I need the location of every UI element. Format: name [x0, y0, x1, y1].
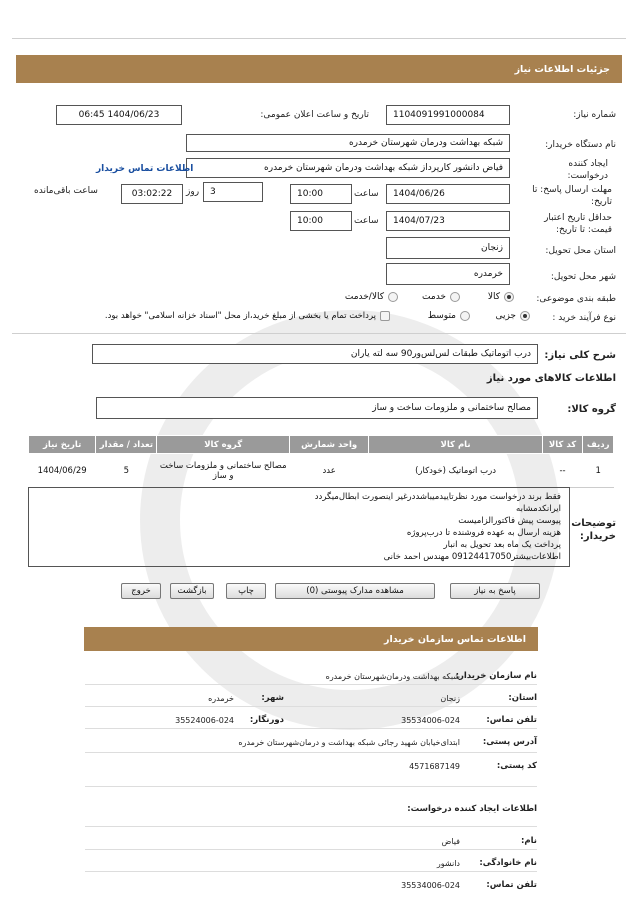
days-label: روز [186, 187, 200, 197]
province-label: استان محل تحویل: [545, 246, 616, 256]
description-label: شرح کلی نیاز: [544, 350, 616, 361]
col-group: گروه کالا [157, 436, 289, 454]
col-name: نام کالا [369, 436, 542, 454]
page-title: جزئیات اطلاعات نیاز [514, 63, 610, 75]
process-medium-option[interactable]: متوسط [428, 311, 470, 321]
back-button[interactable]: بازگشت [170, 583, 214, 599]
note-line: پیوست پیش فاکتورالزامیست [458, 516, 561, 526]
buyer-label: نام دستگاه خریدار: [545, 140, 616, 150]
row-separator [85, 706, 537, 707]
col-row: ردیف [583, 436, 614, 454]
cell-qty: 5 [96, 454, 157, 488]
creator-phone-value: 35534006-024 [401, 881, 460, 890]
row-separator [85, 684, 537, 685]
validity-time-field: 10:00 [290, 211, 352, 231]
row-separator [85, 786, 537, 787]
city-info-value: خرمدره [208, 694, 234, 703]
deadline-label: مهلت ارسال پاسخ: تا تاریخ: [532, 185, 612, 207]
province-info-label: استان: [508, 693, 537, 703]
cell-row: 1 [583, 454, 614, 488]
note-line: هزینه ارسال به عهده فروشنده تا درب‌پروژه [406, 528, 561, 538]
treasury-payment-checkbox[interactable]: پرداخت تمام یا بخشی از مبلغ خرید،از محل "اسناد خزانه اسلامی" خواهد بود. [105, 311, 390, 321]
row-separator [85, 871, 537, 872]
name-label: نام: [520, 836, 537, 846]
goods-group-label: گروه کالا: [567, 404, 616, 415]
category-label: طبقه بندی موضوعی: [536, 294, 616, 304]
reply-button[interactable]: پاسخ به نیاز [450, 583, 540, 599]
deadline-date-field: 1404/06/26 [386, 184, 510, 204]
row-separator [85, 826, 537, 827]
phone-value: 35534006-024 [401, 716, 460, 725]
description-field: درب اتوماتیک طبقات لس‌لس‌ور90 سه لته یاران [92, 344, 538, 364]
province-info-value: زنجان [440, 694, 460, 703]
cell-date: 1404/06/29 [29, 454, 96, 488]
province-field: زنجان [386, 237, 510, 259]
note-line: پرداخت یک ماه بعد تحویل به انبار [443, 540, 561, 550]
validity-label: حداقل تاریخ اعتبار قیمت: تا تاریخ: [544, 213, 612, 235]
phone-label: تلفن تماس: [486, 715, 537, 725]
note-line: فقط برند درخواست مورد نظرتاییدمیباشددرغیر اینصورت ابطال‌میگردد [314, 492, 561, 502]
note-line: ایرانکدمشابه [516, 504, 561, 514]
radio-icon [460, 311, 470, 321]
address-value: ابتدای‌خیابان شهید رجائی شبکه بهداشت و درمان‌شهرستان خرمدره [238, 738, 460, 747]
top-divider [12, 38, 626, 39]
category-goods-option[interactable]: کالا [488, 292, 514, 302]
row-separator [85, 849, 537, 850]
col-qty: تعداد / مقدار [96, 436, 157, 454]
cell-code: -- [542, 454, 583, 488]
validity-time-label: ساعت [354, 216, 379, 226]
buyer-field: شبکه بهداشت ودرمان شهرستان خرمدره [186, 134, 510, 152]
view-attachments-button[interactable]: مشاهده مدارک پیوستی (0) [275, 583, 435, 599]
col-code: کد کالا [542, 436, 583, 454]
fax-value: 35524006-024 [175, 716, 234, 725]
org-value: شبکه بهداشت ودرمان‌شهرستان خرمدره [325, 672, 460, 681]
radio-icon [450, 292, 460, 302]
announce-label: تاریخ و ساعت اعلان عمومی: [260, 110, 369, 120]
need-number-field: 1104091991000084 [386, 105, 510, 125]
goods-table [28, 435, 614, 488]
validity-date-field: 1404/07/23 [386, 211, 510, 231]
cell-name: درب اتوماتیک (خودکار) [369, 454, 542, 488]
exit-button[interactable]: خروج [121, 583, 161, 599]
city-field: خرمدره [386, 263, 510, 285]
org-label: نام سازمان خریدار: [455, 671, 537, 681]
deadline-time-field: 10:00 [290, 184, 352, 204]
row-separator [85, 728, 537, 729]
family-value: دانشور [436, 859, 460, 868]
deadline-time-label: ساعت [354, 189, 379, 199]
radio-icon [520, 311, 530, 321]
contact-title: اطلاعات تماس سازمان خریدار [383, 633, 526, 645]
name-value: فیاض [441, 837, 460, 846]
category-service-option[interactable]: خدمت [422, 292, 460, 302]
checkbox-icon [380, 311, 390, 321]
contact-title-bar [84, 627, 538, 651]
remaining-time-field: 03:02:22 [121, 184, 183, 204]
family-label: نام خانوادگی: [479, 858, 537, 868]
cell-unit: عدد [289, 454, 368, 488]
need-number-label: شماره نیاز: [573, 110, 616, 120]
radio-icon [388, 292, 398, 302]
col-unit: واحد شمارش [289, 436, 368, 454]
row-separator [85, 752, 537, 753]
goods-group-field: مصالح ساختمانی و ملزومات ساخت و ساز [96, 397, 538, 419]
goods-table-header [29, 436, 614, 454]
goods-section-title: اطلاعات کالاهای مورد نیاز [486, 373, 616, 384]
creator-label: ایجاد کننده درخواست: [567, 159, 608, 181]
col-date: تاریخ نیاز [29, 436, 96, 454]
buyer-contact-link[interactable]: اطلاعات تماس خریدار [96, 164, 194, 174]
table-row [29, 454, 614, 488]
cell-group: مصالح ساختمانی و ملزومات ساخت و ساز [157, 454, 289, 488]
buyer-notes-box [28, 487, 570, 567]
creator-phone-label: تلفن تماس: [486, 880, 537, 890]
process-partial-option[interactable]: جزیی [495, 311, 530, 321]
city-info-label: شهر: [261, 693, 284, 703]
creator-field: فیاض دانشور کارپرداز شبکه بهداشت ودرمان شهرستان خرمدره [186, 158, 510, 178]
creator-info-title: اطلاعات ایجاد کننده درخواست: [407, 804, 537, 814]
postal-label: کد پستی: [496, 761, 537, 771]
print-button[interactable]: چاپ [226, 583, 266, 599]
buyer-notes-label: توضیحات خریدار: [571, 518, 616, 542]
remaining-label: ساعت باقی‌مانده [34, 186, 98, 196]
process-label: نوع فرآیند خرید : [552, 313, 616, 323]
city-label: شهر محل تحویل: [550, 272, 616, 282]
radio-icon [504, 292, 514, 302]
note-line: اطلاعات‌بیشتر09124417050 مهندس احمد خانی [383, 552, 561, 562]
announce-field: 1404/06/23 06:45 [56, 105, 182, 125]
days-field: 3 [203, 182, 263, 202]
address-label: آدرس پستی: [482, 737, 537, 747]
postal-value: 4571687149 [409, 762, 460, 771]
section-divider [12, 333, 626, 334]
category-goods-service-option[interactable]: کالا/خدمت [345, 292, 398, 302]
fax-label: دورنگار: [249, 715, 284, 725]
page-title-bar [16, 55, 622, 83]
